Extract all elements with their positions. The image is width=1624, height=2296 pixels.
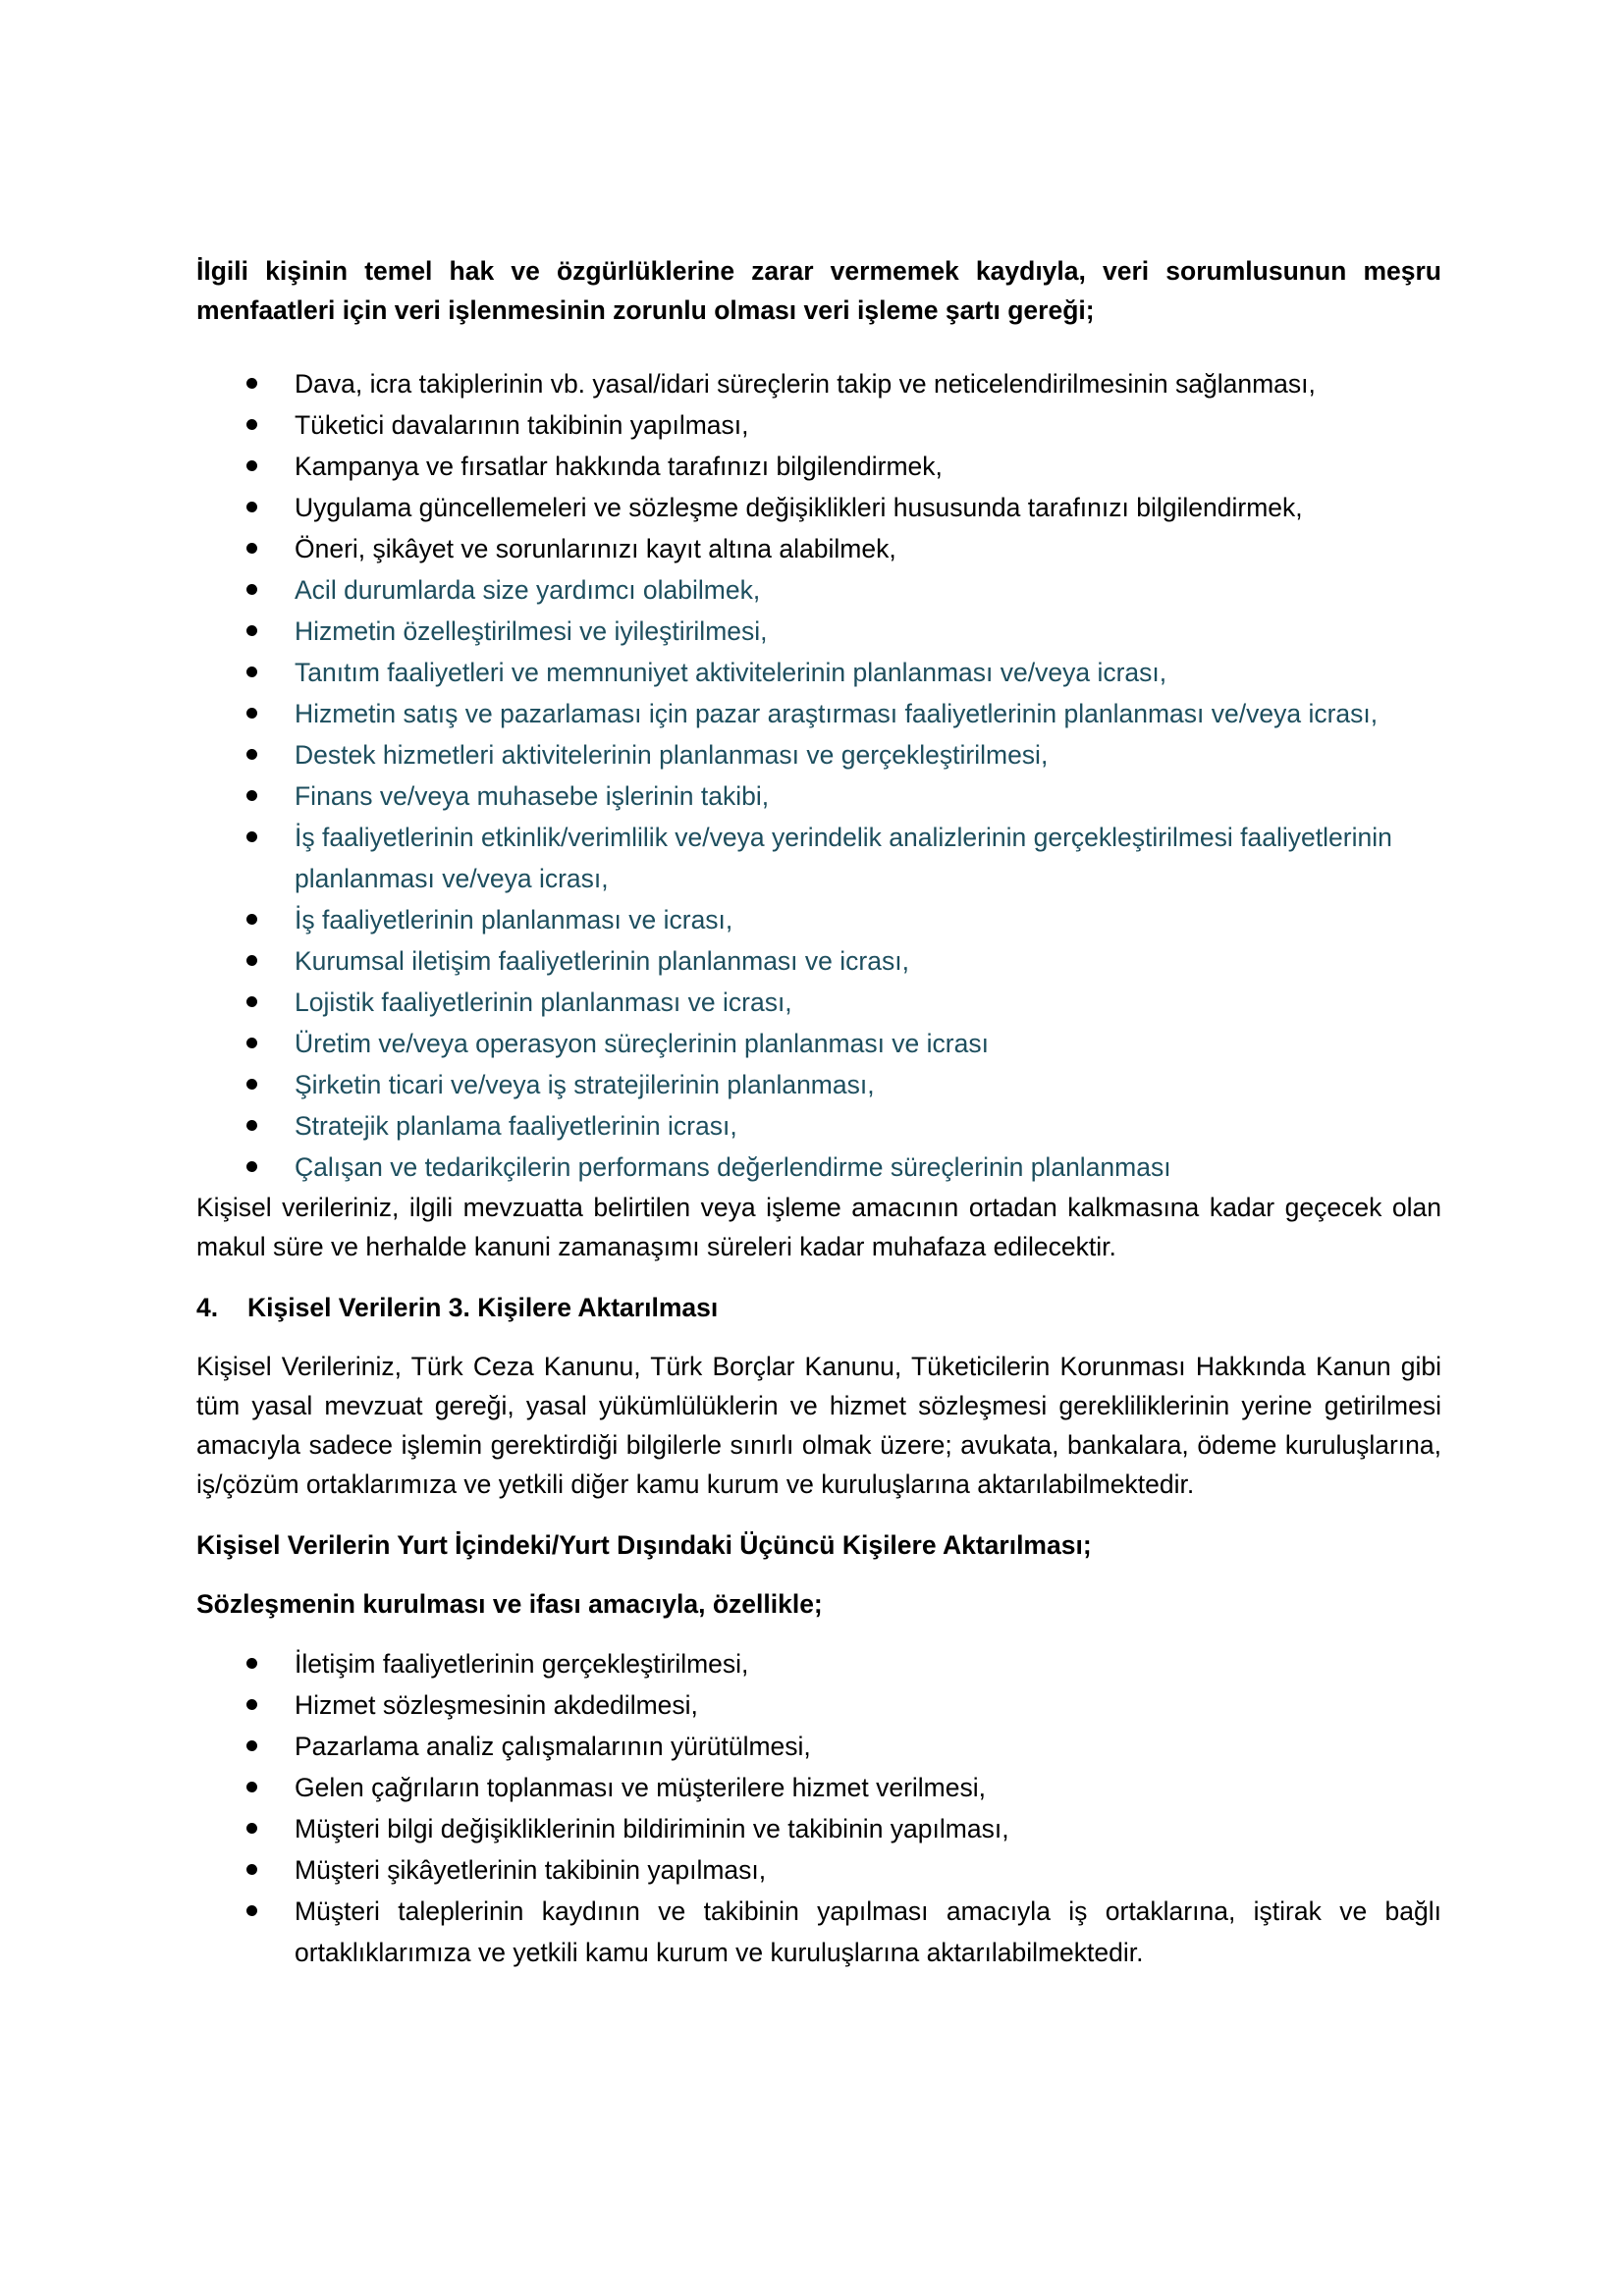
list-item-text: Çalışan ve tedarikçilerin performans değerlendirme süreçlerinin planlanması: [295, 1152, 1171, 1182]
section-title: Kişisel Verilerin 3. Kişilere Aktarılması: [247, 1293, 719, 1322]
list-item: [196, 1643, 1441, 1684]
list-item: [196, 1767, 1441, 1808]
list-item-text: Acil durumlarda size yardımcı olabilmek,: [295, 575, 761, 605]
bullet-icon: [246, 667, 257, 677]
list-item: [196, 1023, 1441, 1064]
list-item: [196, 693, 1441, 734]
list-item: [196, 1105, 1441, 1147]
list-item: [196, 1684, 1441, 1726]
bullet-icon: [246, 1699, 257, 1710]
list-item-text: Kurumsal iletişim faaliyetlerinin planlanması ve icrası,: [295, 946, 909, 976]
bullet-icon: [246, 914, 257, 925]
bullet-icon: [246, 1038, 257, 1048]
list-item-text: Destek hizmetleri aktivitelerinin planlanması ve gerçekleştirilmesi,: [295, 740, 1049, 770]
bullet-icon: [246, 625, 257, 636]
bullet-icon: [246, 1905, 257, 1916]
list-item-text: Uygulama güncellemeleri ve sözleşme değişiklikleri hususunda tarafınızı bilgilendirmek,: [295, 493, 1303, 522]
contract-purpose-list: [196, 1643, 1441, 1973]
list-item: [196, 404, 1441, 446]
list-item-text: Öneri, şikâyet ve sorunlarınızı kayıt altına alabilmek,: [295, 534, 896, 563]
retention-paragraph: Kişisel verileriniz, ilgili mevzuatta belirtilen veya işleme amacının ortadan kalkmasına kadar geçecek olan makul süre ve herhalde kanuni zamanaşımı süreleri kadar muhafaza edilecektir.: [196, 1193, 1441, 1261]
document-page: [196, 251, 1441, 1973]
list-item: [196, 899, 1441, 940]
list-item-text: Tüketici davalarının takibinin yapılması,: [295, 410, 749, 440]
list-item-text: Şirketin ticari ve/veya iş stratejilerinin planlanması,: [295, 1070, 875, 1099]
subheading-contract: Sözleşmenin kurulması ve ifası amacıyla, özellikle;: [196, 1589, 823, 1619]
section-number: 4.: [196, 1293, 219, 1322]
list-item: [196, 652, 1441, 693]
bullet-icon: [246, 1782, 257, 1792]
list-item: [196, 940, 1441, 982]
list-item: [196, 487, 1441, 528]
list-item-text: İş faaliyetlerinin etkinlik/verimlilik ve/veya yerindelik analizlerinin gerçekleştirilmesi faaliyetlerinin planlanması ve/veya icrası,: [295, 823, 1392, 893]
bullet-icon: [246, 460, 257, 471]
list-item: [196, 569, 1441, 611]
bullet-icon: [246, 996, 257, 1007]
section-heading: [196, 1288, 1441, 1327]
list-item-text: Stratejik planlama faaliyetlerinin icrası,: [295, 1111, 737, 1141]
list-item-text: Müşteri taleplerinin kaydının ve takibinin yapılması amacıyla iş ortaklarına, iştirak ve bağlı ortaklıklarımıza ve yetkili kamu kurum ve kuruluşlarına aktarılabilmektedir.: [295, 1896, 1441, 1967]
list-item: [196, 775, 1441, 817]
list-item: [196, 982, 1441, 1023]
list-item: [196, 446, 1441, 487]
bullet-icon: [246, 1740, 257, 1751]
list-item: [196, 1849, 1441, 1891]
list-item: [196, 611, 1441, 652]
list-item-text: İletişim faaliyetlerinin gerçekleştirilmesi,: [295, 1649, 749, 1679]
list-item-text: Pazarlama analiz çalışmalarının yürütülmesi,: [295, 1732, 811, 1761]
subheading-third-party-transfer: Kişisel Verilerin Yurt İçindeki/Yurt Dışındaki Üçüncü Kişilere Aktarılması;: [196, 1530, 1092, 1560]
bullet-icon: [246, 708, 257, 719]
bullet-icon: [246, 1161, 257, 1172]
bullet-icon: [246, 955, 257, 966]
bullet-icon: [246, 790, 257, 801]
list-item-text: Lojistik faaliyetlerinin planlanması ve icrası,: [295, 988, 792, 1017]
bullet-icon: [246, 1864, 257, 1875]
list-item-text: Gelen çağrıların toplanması ve müşterilere hizmet verilmesi,: [295, 1773, 986, 1802]
list-item-text: Üretim ve/veya operasyon süreçlerinin planlanması ve icrası: [295, 1029, 989, 1058]
list-item: [196, 1808, 1441, 1849]
bullet-icon: [246, 584, 257, 595]
list-item-text: İş faaliyetlerinin planlanması ve icrası,: [295, 905, 733, 934]
list-item-text: Kampanya ve fırsatlar hakkında tarafınızı bilgilendirmek,: [295, 452, 943, 481]
bullet-icon: [246, 831, 257, 842]
list-item-text: Hizmetin satış ve pazarlaması için pazar araştırması faaliyetlerinin planlanması ve/veya icrası,: [295, 699, 1379, 728]
list-item: [196, 528, 1441, 569]
list-item-text: Hizmet sözleşmesinin akdedilmesi,: [295, 1690, 698, 1720]
list-item-text: Müşteri bilgi değişikliklerinin bildiriminin ve takibinin yapılması,: [295, 1814, 1009, 1843]
transfer-paragraph: Kişisel Verileriniz, Türk Ceza Kanunu, Türk Borçlar Kanunu, Tüketicilerin Korunması Hakkında Kanun gibi tüm yasal mevzuat gereği, yasal yükümlülüklerin ve hizmet sözleşmesi gerekliliklerinin yerine getirilmesi amacıyla sadece işlemin gerektirdiği bilgilerle sınırlı olmak üzere; avukata, bankalara, ödeme kuruluşlarına, iş/çözüm ortaklarımıza ve yetkili diğer kamu kurum ve kuruluşlarına aktarılabilmektedir.: [196, 1352, 1441, 1499]
list-item: [196, 1064, 1441, 1105]
list-item: [196, 817, 1441, 899]
bullet-icon: [246, 502, 257, 512]
list-item-text: Dava, icra takiplerinin vb. yasal/idari süreçlerin takip ve neticelendirilmesinin sağlanması,: [295, 369, 1316, 399]
intro-paragraph: İlgili kişinin temel hak ve özgürlüklerine zarar vermemek kaydıyla, veri sorumlusunun meşru menfaatleri için veri işlenmesinin zorunlu olması veri işleme şartı gereği;: [196, 256, 1441, 325]
bullet-icon: [246, 543, 257, 554]
list-item: [196, 1891, 1441, 1973]
list-item: [196, 1726, 1441, 1767]
list-item: [196, 734, 1441, 775]
list-item: [196, 363, 1441, 404]
legitimate-interest-list: [196, 363, 1441, 1188]
bullet-icon: [246, 749, 257, 760]
list-item: [196, 1147, 1441, 1188]
bullet-icon: [246, 378, 257, 389]
list-item-text: Finans ve/veya muhasebe işlerinin takibi,: [295, 781, 770, 811]
bullet-icon: [246, 419, 257, 430]
bullet-icon: [246, 1079, 257, 1090]
bullet-icon: [246, 1120, 257, 1131]
list-item-text: Müşteri şikâyetlerinin takibinin yapılması,: [295, 1855, 767, 1885]
list-item-text: Hizmetin özelleştirilmesi ve iyileştirilmesi,: [295, 616, 768, 646]
list-item-text: Tanıtım faaliyetleri ve memnuniyet aktivitelerinin planlanması ve/veya icrası,: [295, 658, 1167, 687]
bullet-icon: [246, 1823, 257, 1834]
bullet-icon: [246, 1658, 257, 1669]
